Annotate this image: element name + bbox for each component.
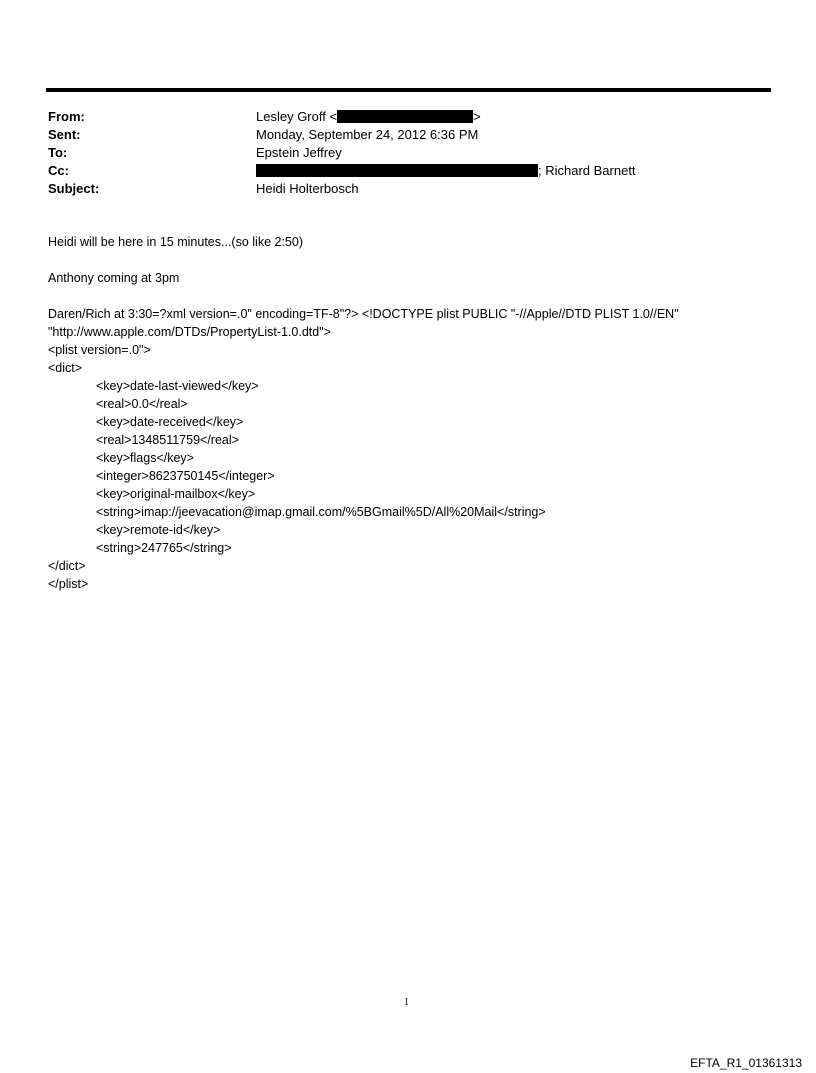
body-line: Heidi will be here in 15 minutes...(so like 2:50) [48,235,303,249]
from-close: > [473,109,481,124]
page-number: 1 [404,997,409,1008]
header-rule [46,88,771,92]
body-line: </dict> [48,559,86,573]
xml-line: <real>0.0</real> [96,397,188,411]
from-value [256,108,481,126]
xml-line: <key>remote-id</key> [96,523,221,537]
xml-line: <string>247765</string> [96,541,232,555]
body-line: <dict> [48,361,83,375]
xml-line: <string>imap://jeevacation@imap.gmail.com/%5BGmail%5D/All%20Mail</string> [96,505,546,519]
body-line: <plist version=.0"> [48,343,151,357]
sent-label: Sent: [48,127,81,142]
sent-value: Monday, September 24, 2012 6:36 PM [256,127,479,142]
to-label: To: [48,145,68,160]
cc-text: ; Richard Barnett [538,163,636,178]
xml-line: <key>date-received</key> [96,415,244,429]
body-line: </plist> [48,577,89,591]
xml-line: <real>1348511759</real> [96,433,239,447]
body-line: "http://www.apple.com/DTDs/PropertyList-1.0.dtd"> [48,325,331,339]
cc-label: Cc: [48,163,69,178]
xml-line: <key>date-last-viewed</key> [96,379,259,393]
from-label: From: [48,109,85,124]
body-line: Daren/Rich at 3:30=?xml version=.0" encoding=TF-8"?> <!DOCTYPE plist PUBLIC "-//Apple//DTD PLIST 1.0//EN" [48,307,679,321]
from-name: Lesley Groff < [256,109,338,124]
xml-line: <integer>8623750145</integer> [96,469,275,483]
redaction-bar [256,164,538,177]
body-line: Anthony coming at 3pm [48,271,180,285]
subject-label: Subject: [48,181,100,196]
xml-line: <key>flags</key> [96,451,194,465]
xml-line: <key>original-mailbox</key> [96,487,256,501]
subject-value: Heidi Holterbosch [256,181,359,196]
document-id: EFTA_R1_01361313 [690,1056,802,1070]
to-value: Epstein Jeffrey [256,145,342,160]
redaction-bar [337,110,473,123]
cc-value [256,162,636,180]
